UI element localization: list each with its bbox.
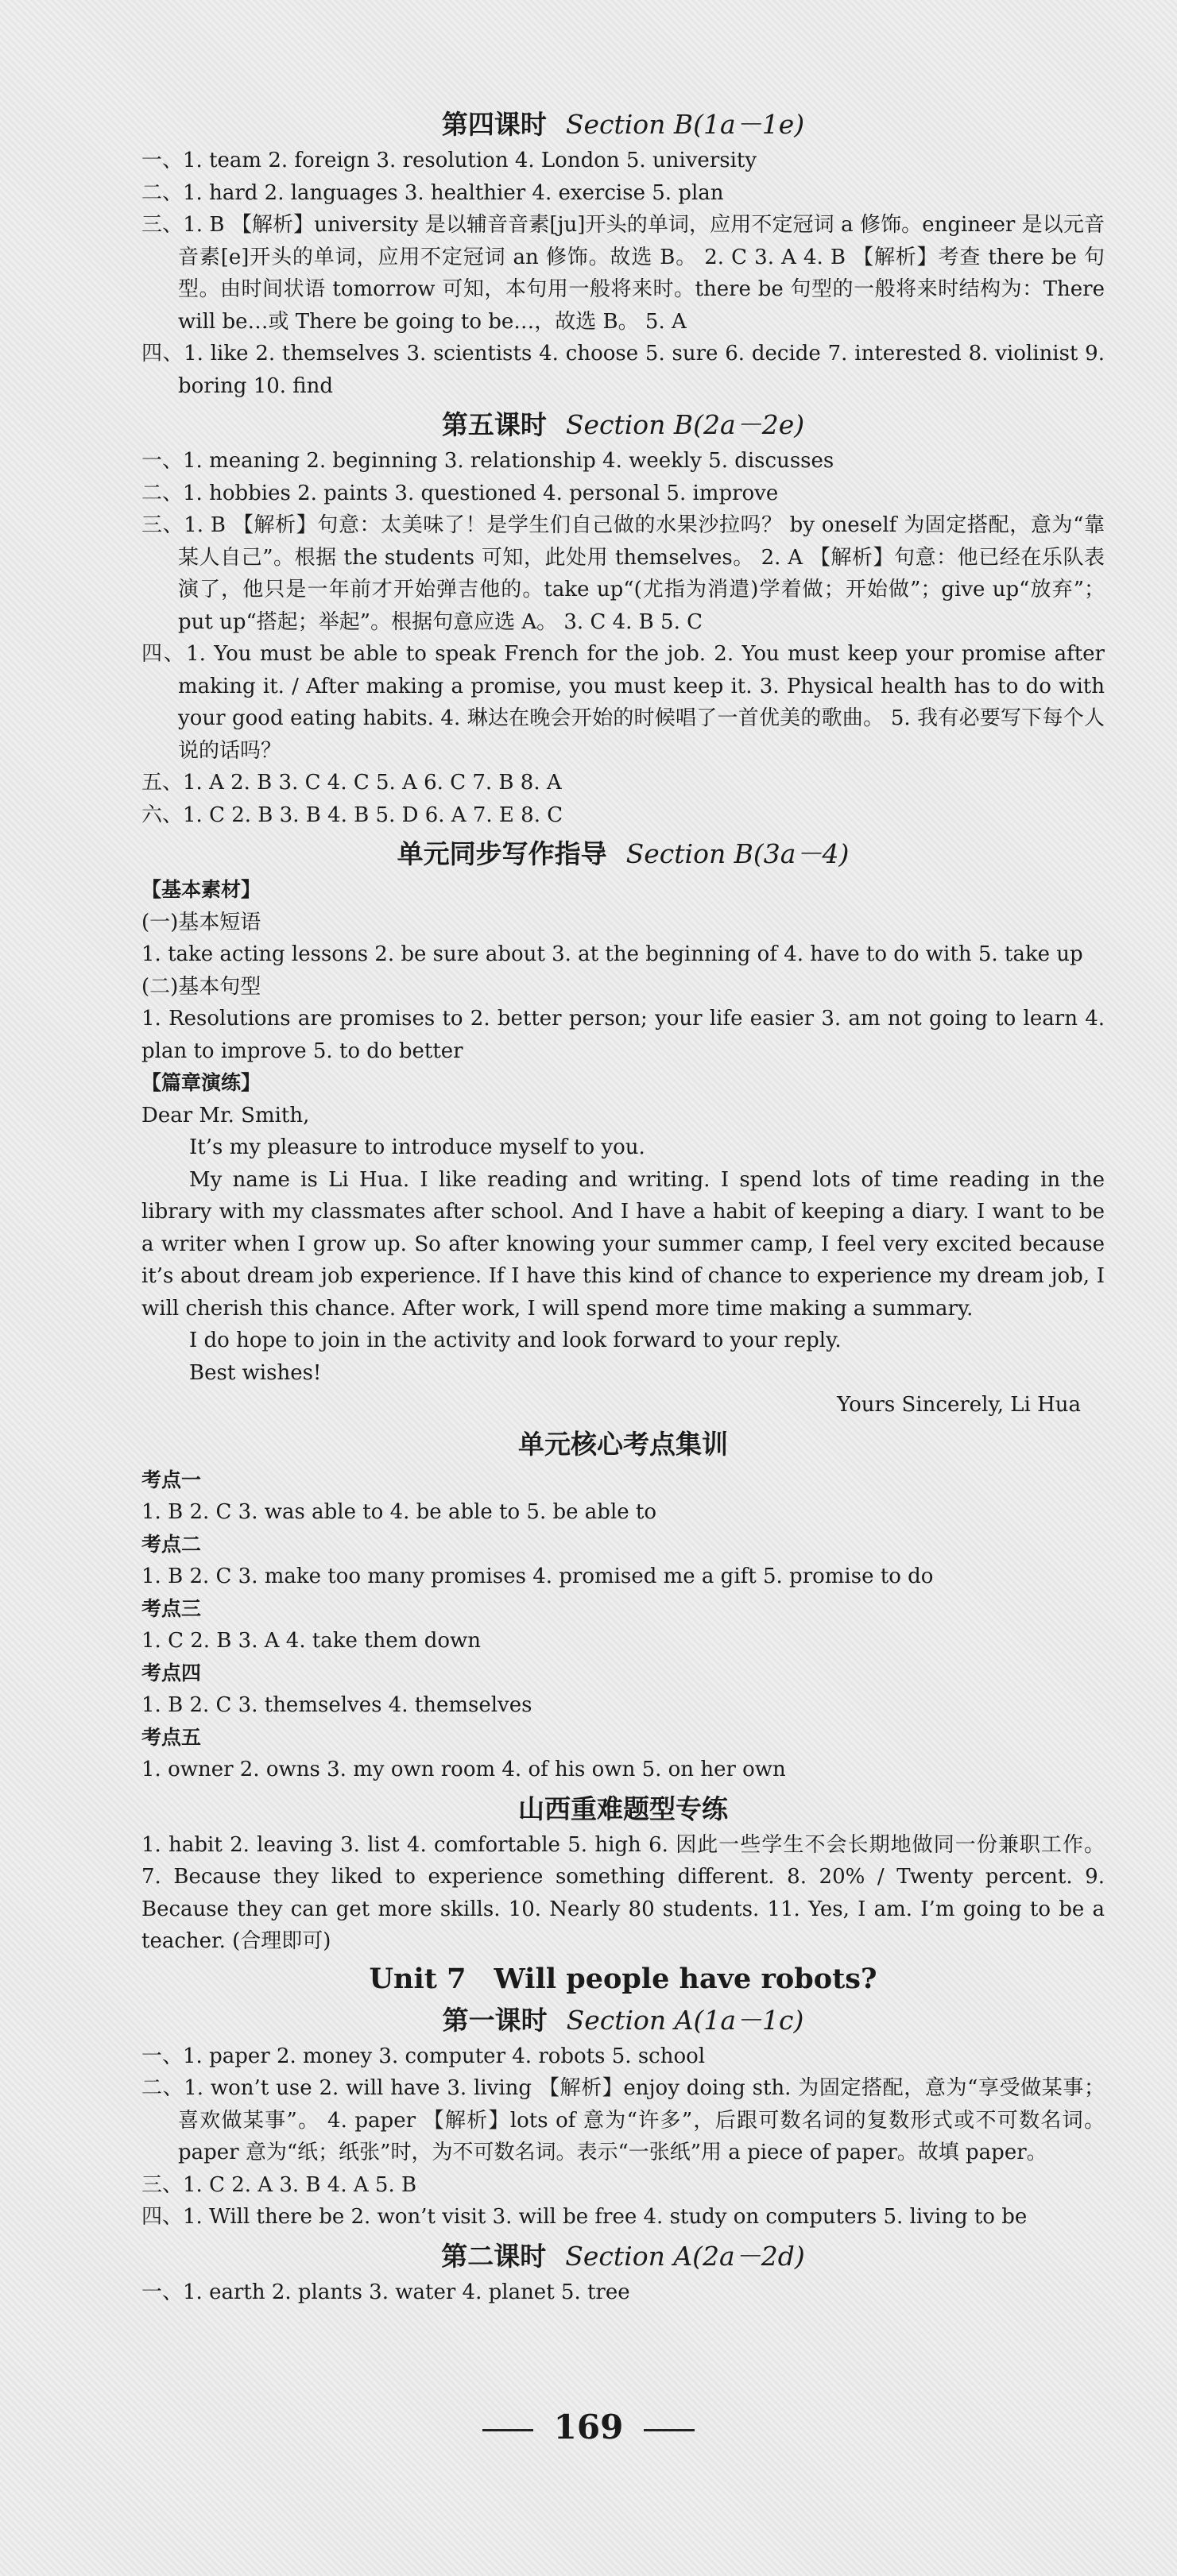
- letter-paragraph-3: I do hope to join in the activity and look forward to your reply.: [189, 1329, 842, 1352]
- lesson5-part6: 六、1. C 2. B 3. B 4. B 5. D 6. A 7. E 8. C: [141, 803, 563, 827]
- unit7-part4: 四、1. Will there be 2. won’t visit 3. will be free 4. study on computers 5. living to be: [141, 2205, 1028, 2229]
- lesson5-title: 第五课时: [441, 409, 547, 440]
- unit7-part1: 一、1. paper 2. money 3. computer 4. robots 5. school: [141, 2044, 706, 2068]
- core-point-4-label: 考点四: [141, 1661, 202, 1684]
- lesson4-heading: [141, 106, 1105, 143]
- answer-content: [141, 102, 1105, 2308]
- lesson5-subtitle: Section B(2a－2e): [565, 409, 805, 440]
- lesson5-part4: 四、1. You must be able to speak French for the job. 2. You must keep your promise after making it. / After making a promise, you must keep it. 3. Physical health has to do with your good eating habits. 4. 琳达在晚会开始的时候唱了一首优美的歌曲。 5. 我有必要写下每个人说的话吗？: [141, 642, 1105, 763]
- lesson5-heading: [141, 407, 1105, 443]
- sentences-label: (二)基本句型: [141, 974, 261, 999]
- letter-name: Li Hua: [1010, 1393, 1081, 1417]
- shanxi-answers: 1. habit 2. leaving 3. list 4. comfortable 5. high 6. 因此一些学生不会长期地做同一份兼职工作。 7. Because they liked to experience something different. 8. 20% / Twenty percent. 9. Because they can get more skills. 10. Nearly 80 students. 11. Yes, I am. I’m going to be a teacher. (合理即可): [141, 1832, 1105, 1953]
- sentences-answers: 1. Resolutions are promises to 2. better person; your life easier 3. am not going to learn 4. plan to improve 5. to do better: [141, 1007, 1105, 1063]
- writing-subtitle: Section B(3a－4): [625, 838, 850, 869]
- letter-paragraph-2: My name is Li Hua. I like reading and writing. I spend lots of time reading in the library with my classmates after school. And I have a habit of keeping a diary. I want to be a writer when I grow up. So after knowing your summer camp, I feel very excited because it’s about dream job experience. If I have this kind of chance to experience my dream job, I will cherish this chance. After work, I will spend more time making a summary.: [141, 1167, 1105, 1321]
- phrases-answers: 1. take acting lessons 2. be sure about 3. at the beginning of 4. have to do with 5. take up: [141, 942, 1083, 966]
- core-point-2-answers: 1. B 2. C 3. make too many promises 4. promised me a gift 5. promise to do: [141, 1565, 934, 1588]
- writing-heading: [141, 836, 1105, 872]
- shanxi-heading: 山西重难题型专练: [518, 1793, 728, 1824]
- unit7-part3: 三、1. C 2. A 3. B 4. A 5. B: [141, 2172, 417, 2197]
- lesson4-part2: 二、1. hard 2. languages 3. healthier 4. exercise 5. plan: [141, 180, 724, 205]
- unit7-lesson2-heading: [141, 2238, 1105, 2275]
- page-number: [0, 2408, 1177, 2446]
- writing-title: 单元同步写作指导: [397, 838, 607, 869]
- unit7-lesson2-title: 第二课时: [441, 2240, 547, 2272]
- page-number-dash-left: [482, 2429, 533, 2431]
- core-point-1-label: 考点一: [141, 1468, 202, 1491]
- letter-signature: [141, 1389, 1105, 1421]
- unit7-lesson2-part1: 一、1. earth 2. plants 3. water 4. planet 5. tree: [141, 2280, 630, 2304]
- basic-material-label: 【基本素材】: [141, 878, 261, 901]
- unit7-title: Unit 7 Will people have robots?: [369, 1962, 877, 1995]
- page-number-value: 169: [553, 2408, 624, 2446]
- lesson4-part1: 一、1. team 2. foreign 3. resolution 4. London 5. university: [141, 149, 757, 172]
- unit7-part2: 二、1. won’t use 2. will have 3. living 【解析】enjoy doing sth. 为固定搭配，意为“享受做某事；喜欢做某事”。 4. paper 【解析】lots of 意为“许多”，后跟可数名词的复数形式或不可数名词。paper 意为“纸；纸张”时，为不可数名词。表示“一张纸”用 a piece of paper。故填 paper。: [141, 2076, 1105, 2164]
- core-point-3-answers: 1. C 2. B 3. A 4. take them down: [141, 1629, 482, 1653]
- page-number-dash-right: [644, 2429, 695, 2431]
- practice-label: 【篇章演练】: [141, 1071, 261, 1094]
- core-point-1-answers: 1. B 2. C 3. was able to 4. be able to 5. be able to: [141, 1500, 657, 1524]
- letter-paragraph-4: Best wishes!: [189, 1360, 322, 1385]
- lesson5-part2: 二、1. hobbies 2. paints 3. questioned 4. personal 5. improve: [141, 481, 779, 505]
- lesson5-part3: 三、1. B 【解析】句意：太美味了！是学生们自己做的水果沙拉吗？ by oneself 为固定搭配，意为“靠某人自己”。根据 the students 可知，此处用 themselves。 2. A 【解析】句意：他已经在乐队表演了，他只是一年前才开始弹吉他的。take up“(尤指为消遣)学着做；开始做”；give up“放弃”；put up“搭起；举起”。根据句意应选 A。 3. C 4. B 5. C: [141, 513, 1105, 634]
- unit7-lesson1-heading: [141, 2002, 1105, 2039]
- core-point-2-label: 考点二: [141, 1532, 202, 1556]
- core-point-5-answers: 1. owner 2. owns 3. my own room 4. of his own 5. on her own: [141, 1758, 786, 1781]
- lesson5-part1: 一、1. meaning 2. beginning 3. relationship 4. weekly 5. discusses: [141, 449, 834, 473]
- core-heading: 单元核心考点集训: [518, 1428, 728, 1460]
- unit7-lesson1-title: 第一课时: [442, 2004, 548, 2036]
- lesson4-subtitle: Section B(1a－1e): [565, 109, 805, 140]
- lesson5-part5: 五、1. A 2. B 3. C 4. C 5. A 6. C 7. B 8. A: [141, 771, 562, 795]
- core-point-5-label: 考点五: [141, 1725, 202, 1749]
- letter-greeting: Dear Mr. Smith,: [141, 1103, 310, 1127]
- core-point-4-answers: 1. B 2. C 3. themselves 4. themselves: [141, 1693, 532, 1717]
- letter-paragraph-1: It’s my pleasure to introduce myself to you.: [189, 1135, 645, 1159]
- core-point-3-label: 考点三: [141, 1596, 202, 1620]
- phrases-label: (一)基本短语: [141, 910, 261, 934]
- lesson4-part4: 四、1. like 2. themselves 3. scientists 4. choose 5. sure 6. decide 7. interested 8. violinist 9. boring 10. find: [141, 342, 1105, 398]
- unit7-lesson2-subtitle: Section A(2a－2d): [565, 2240, 805, 2272]
- letter-closing: Yours Sincerely,: [837, 1393, 1004, 1417]
- unit7-lesson1-subtitle: Section A(1a－1c): [566, 2004, 804, 2036]
- lesson4-part3: 三、1. B 【解析】university 是以辅音音素[ju]开头的单词，应用不定冠词 a 修饰。engineer 是以元音音素[e]开头的单词，应用不定冠词 an 修饰。故选 B。 2. C 3. A 4. B 【解析】考查 there be 句型。由时间状语 tomorrow 可知，本句用一般将来时。there be 句型的一般将来时结构为：There will be…或 There be going to be…，故选 B。 5. A: [141, 213, 1105, 334]
- lesson4-title: 第四课时: [441, 109, 547, 140]
